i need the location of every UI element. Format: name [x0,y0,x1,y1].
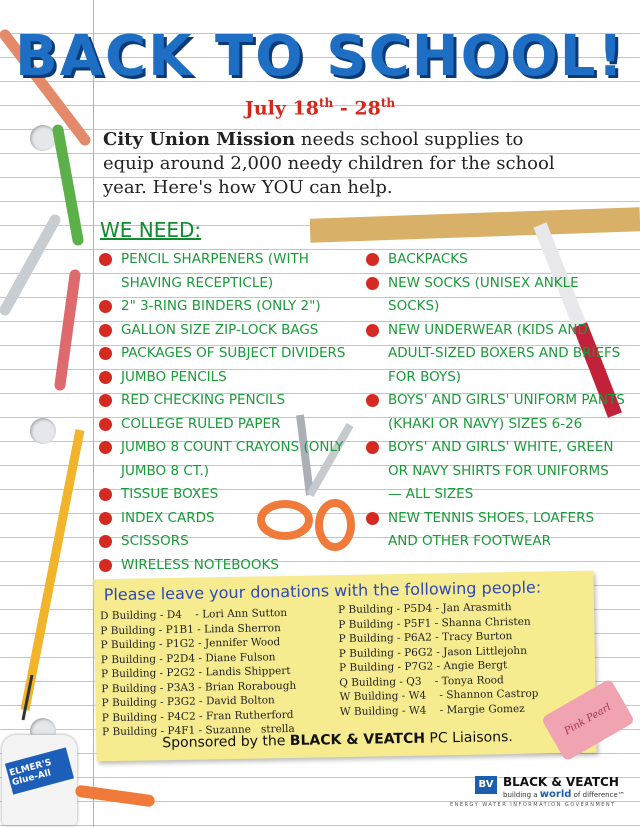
liaison-list-right: P Building - P5D4 - Jan Arasmith P Building - P5F1 - Shanna Christen P Building - P6A2 - Tracy Burton P Building - P6G2 - Jason Littlejohn P Building - P7G2 - Angie Bergt Q Building - Q3 - Tonya Rood W Building - W4 - Shannon Castrop W Building - W4 - Margie Gomez [337,601,539,718]
supply-item: COLLEGE RULED PAPER [97,413,367,437]
crayon-icon [58,130,78,240]
bv-mark-icon: BV [475,776,497,794]
logo-sectors: ENERGY WATER INFORMATION GOVERNMENT [450,802,616,808]
supply-item: JUMBO PENCILS [97,366,367,390]
logo-tagline: building a world of difference™ [503,789,625,800]
crayon-icon [60,275,75,385]
supply-item: BOYS' AND GIRLS' WHITE, GREEN OR NAVY SHIRTS FOR UNIFORMS — ALL SIZES [364,436,626,507]
supply-item: NEW SOCKS (UNISEX ANKLE SOCKS) [364,272,626,319]
logo-name: BLACK & VEATCH [503,775,619,789]
supply-item: RED CHECKING PENCILS [97,389,367,413]
supply-item: WIRELESS NOTEBOOKS [97,554,367,578]
eraser-icon: Pink Pearl [541,678,635,761]
event-dates: July 18th - 28th [244,96,396,120]
liaison-list-left: D Building - D4 - Lori Ann Sutton P Building - P1B1 - Linda Sherron P Building - P1G2 - Jennifer Wood P Building - P2D4 - Diane Fulson P Building - P2G2 - Landis Shippert P Building - P3A3 - Brian Rorabough P Building - P3G2 - David Bolton P Building - P4C2 - Fran Rutherford P Building - P4F1 - Suzanne strella [99,607,297,739]
supply-item: NEW TENNIS SHOES, LOAFERS AND OTHER FOOTWEAR [364,507,626,554]
we-need-heading: WE NEED: [100,218,202,242]
supply-item: PACKAGES OF SUBJECT DIVIDERS [97,342,367,366]
supply-list-left [97,248,367,577]
supply-item: SCISSORS [97,530,367,554]
page-title: BACK TO SCHOOL! [14,24,626,89]
glue-bottle-icon [2,735,77,825]
donations-heading: Please leave your donations with the following people: [103,577,542,605]
supply-item: JUMBO 8 COUNT CRAYONS (ONLY JUMBO 8 CT.) [97,436,367,483]
supply-item: TISSUE BOXES [97,483,367,507]
glue-label: ELMER'S Glue-All [5,747,74,794]
glue-cap-icon [75,784,156,807]
supply-list-right [364,248,626,554]
pencil-icon [10,420,90,730]
supply-item: 2" 3-RING BINDERS (ONLY 2") [97,295,367,319]
supply-item: BACKPACKS [364,248,626,272]
supply-item: NEW UNDERWEAR (KIDS AND ADULT-SIZED BOXERS AND BRIEFS FOR BOYS) [364,319,626,390]
supply-item: PENCIL SHARPENERS (WITH SHAVING RECEPTICLE) [97,248,367,295]
intro-text: City Union Mission needs school supplies to equip around 2,000 needy children for the school year. Here's how YOU can help. [103,129,555,198]
sponsor-line: Sponsored by the BLACK & VEATCH PC Liaisons. [162,729,513,752]
donations-note [93,571,596,762]
supply-item: BOYS' AND GIRLS' UNIFORM PANTS (KHAKI OR NAVY) SIZES 6-26 [364,389,626,436]
supply-item: GALLON SIZE ZIP-LOCK BAGS [97,319,367,343]
crayon-icon [5,220,55,310]
supply-item: INDEX CARDS [97,507,367,531]
